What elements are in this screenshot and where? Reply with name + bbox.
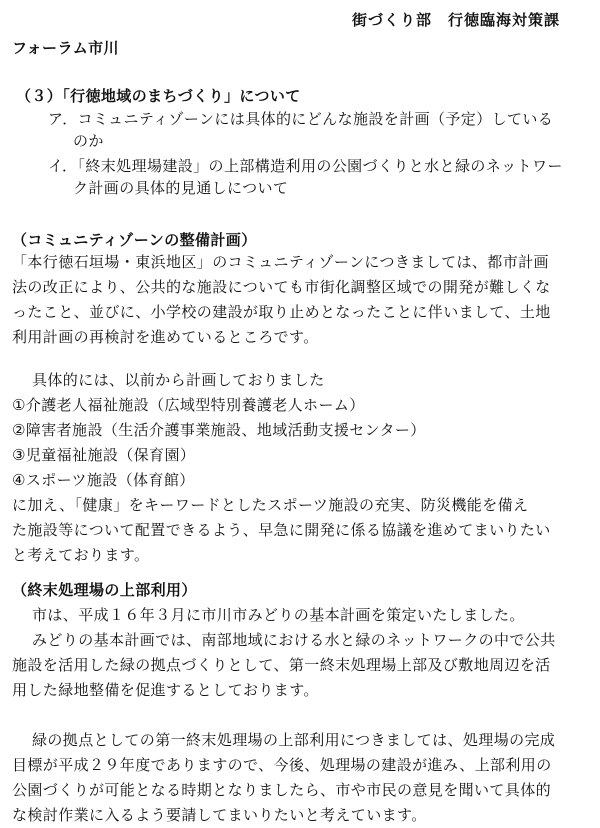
upper-use-paragraph-line: 緑の拠点としての第一終末処理場の上部利用につきましては、処理場の完成 <box>32 731 556 749</box>
community-paragraph-line: ったこと、並びに、小学校の建設が取り止めとなったことに伴いまして、土地 <box>12 303 551 321</box>
forum-title: フォーラム市川 <box>12 39 119 57</box>
upper-use-paragraph-line: みどりの基本計画では、南部地域における水と緑のネットワークの中で公共 <box>32 631 556 649</box>
community-paragraph-line: 法の改正により、公共的な施設についても市街化調整区域での開発が難しくな <box>12 278 551 296</box>
question-i-line-2: ク計画の具体的見通しについて <box>73 179 289 197</box>
facility-list-item: ④スポーツ施設（体育館） <box>12 471 195 489</box>
upper-use-paragraph-line: 目標が平成２９年度でありますので、今後、処理場の建設が進み、上部利用の <box>12 756 552 774</box>
facility-list-item: ③児童福祉施設（保育園） <box>12 446 196 464</box>
facility-list-item: ①介護老人福祉施設（広域型特別養護老人ホーム） <box>12 396 365 414</box>
community-continuation-line: と考えております。 <box>12 546 150 564</box>
community-continuation-line: た施設等について配置できるよう、早急に開発に係る協議を進めてまいりたい <box>12 521 551 539</box>
upper-use-paragraph-line: 施設を活用した緑の拠点づくりとして、第一終末処理場上部及び敷地周辺を活 <box>12 656 551 674</box>
upper-use-paragraph-line: 公園づくりが可能となる時期となりましたら、市や市民の意見を聞いて具体的 <box>12 781 552 799</box>
department-label: 街づくり部 行徳臨海対策課 <box>351 11 560 29</box>
upper-use-paragraph-line: 用した緑地整備を促進するとしております。 <box>12 681 319 699</box>
question-a-line-2: のか <box>73 132 104 150</box>
upper-use-paragraph-line: 市は、平成１６年３月に市川市みどりの基本計画を策定いたしました。 <box>32 606 525 624</box>
facility-list-intro: 具体的には、以前から計画しておりました <box>32 371 325 389</box>
facility-list-item: ②障害者施設（生活介護事業施設、地域活動支援センター） <box>12 421 426 439</box>
community-continuation-line: に加え、「健康」をキーワードとしたスポーツ施設の充実、防災機能を備え <box>12 496 529 514</box>
question-a-line-1: ア．コミュニティゾーンには具体的にどんな施設を計画（予定）している <box>48 110 554 128</box>
question-i-line-1: イ．「終末処理場建設」の上部構造利用の公園づくりと水と緑のネットワー <box>48 157 563 175</box>
upper-use-paragraph-line: な検討作業に入るよう要請してまいりたいと考えています。 <box>12 806 427 824</box>
community-zone-heading: （コミュニティゾーンの整備計画） <box>12 231 257 249</box>
community-paragraph-line: 利用計画の再検討を進めているところです。 <box>12 328 319 346</box>
section-3-title: （３）「行徳地域のまちづくり」について <box>16 87 301 105</box>
community-paragraph-line: 「本行徳石垣場・東浜地区」のコミュニティゾーンにつきましては、都市計画 <box>12 253 549 271</box>
upper-use-heading: （終末処理場の上部利用） <box>12 581 197 599</box>
